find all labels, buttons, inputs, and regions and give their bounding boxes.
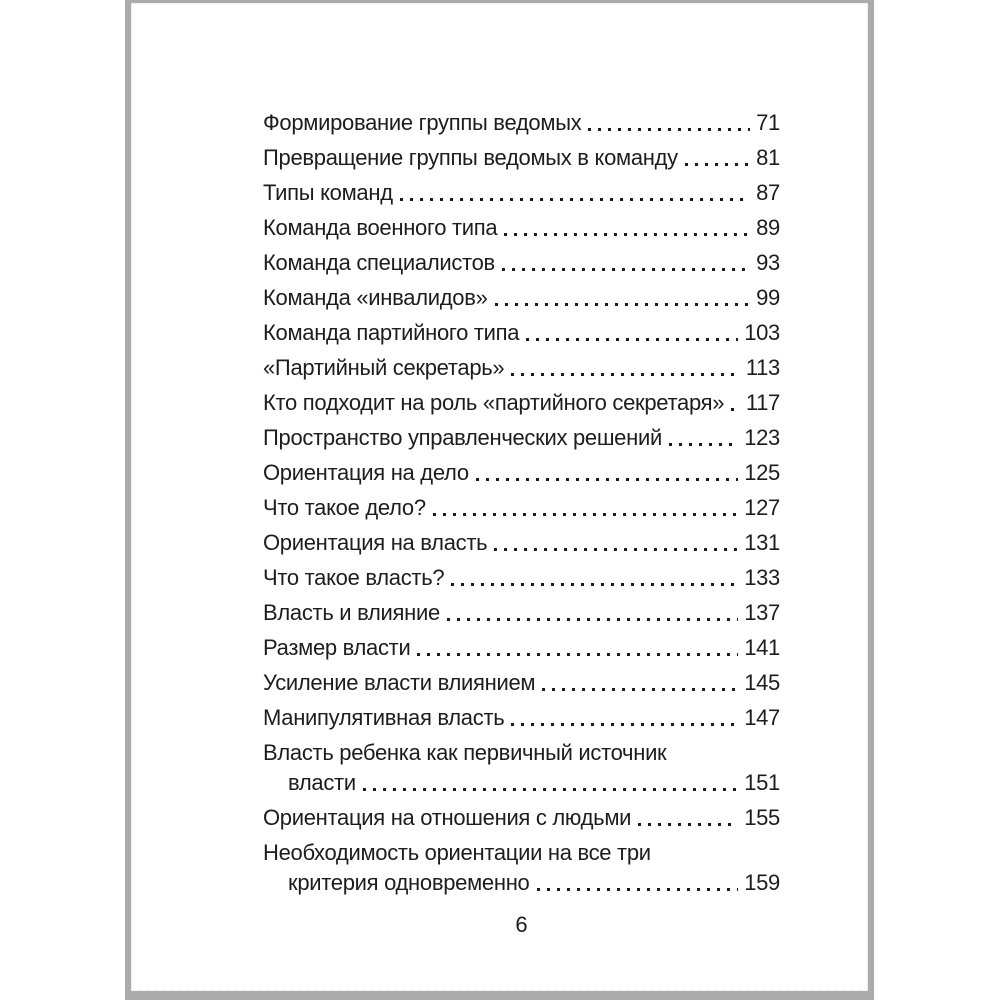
toc-entry xyxy=(263,248,780,278)
toc-entry xyxy=(263,738,780,798)
toc-entry-page: 89 xyxy=(756,215,780,240)
toc-entry xyxy=(263,178,780,208)
toc-entry xyxy=(263,703,780,733)
toc-entry-page: 71 xyxy=(756,110,780,135)
dot-leader xyxy=(511,723,738,726)
toc-entry-title: Кто подходит на роль «партийного секретаря» xyxy=(263,390,725,415)
toc-entry xyxy=(263,283,780,313)
toc-entry xyxy=(263,458,780,488)
toc-entry-title: Пространство управленческих решений xyxy=(263,425,662,450)
dot-leader xyxy=(451,583,738,586)
dot-leader xyxy=(526,338,738,341)
dot-leader xyxy=(502,268,750,271)
toc-entry-page: 87 xyxy=(756,180,780,205)
toc-entry xyxy=(263,423,780,453)
dot-leader xyxy=(495,303,751,306)
dot-leader xyxy=(638,823,738,826)
toc-entry xyxy=(263,318,780,348)
toc-entry-page: 155 xyxy=(744,805,780,830)
dot-leader xyxy=(669,443,738,446)
toc-entry-page: 133 xyxy=(744,565,780,590)
toc-entry-title: Необходимость ориентации на все три xyxy=(263,840,651,865)
toc-entry-title: власти xyxy=(288,770,356,795)
toc-entry-title: Ориентация на дело xyxy=(263,460,469,485)
toc-entry xyxy=(263,838,780,898)
dot-leader xyxy=(511,373,739,376)
dot-leader xyxy=(537,888,739,891)
toc-entry-page: 93 xyxy=(756,250,780,275)
toc-entry xyxy=(263,213,780,243)
toc-entry xyxy=(263,108,780,138)
toc-entry-title: критерия одновременно xyxy=(288,870,530,895)
toc-entry-title: Размер власти xyxy=(263,635,411,660)
dot-leader xyxy=(400,198,750,201)
toc-entry-title: Что такое власть? xyxy=(263,565,445,590)
toc-entry-page: 123 xyxy=(744,425,780,450)
toc-entry-page: 141 xyxy=(744,635,780,660)
toc-entry-title: Власть и влияние xyxy=(263,600,440,625)
toc-entry-title: Типы команд xyxy=(263,180,393,205)
toc-entry-title: Ориентация на отношения с людьми xyxy=(263,805,632,830)
toc-entry xyxy=(263,803,780,833)
toc-entry-title: Команда военного типа xyxy=(263,215,498,240)
toc-entry-title: Власть ребенка как первичный источник xyxy=(263,740,667,765)
toc-list xyxy=(263,108,780,898)
dot-leader xyxy=(476,478,738,481)
dot-leader xyxy=(417,653,738,656)
toc-entry-title: Манипулятивная власть xyxy=(263,705,505,730)
toc-entry-title: Формирование группы ведомых xyxy=(263,110,582,135)
dot-leader xyxy=(433,513,738,516)
dot-leader xyxy=(494,548,738,551)
toc-entry xyxy=(263,388,780,418)
toc-entry-page: 117 xyxy=(745,390,780,415)
toc-entry-title: Команда «инвалидов» xyxy=(263,285,488,310)
toc-entry-page: 81 xyxy=(756,145,780,170)
toc-entry-page: 103 xyxy=(744,320,780,345)
dot-leader xyxy=(542,688,738,691)
toc-entry-page: 127 xyxy=(744,495,780,520)
dot-leader xyxy=(685,163,750,166)
toc-entry-page: 113 xyxy=(745,355,780,380)
toc-entry xyxy=(263,143,780,173)
toc-entry xyxy=(263,668,780,698)
dot-leader xyxy=(731,408,740,411)
toc-entry xyxy=(263,528,780,558)
toc-entry-title: Усиление власти влиянием xyxy=(263,670,536,695)
toc-entry-page: 99 xyxy=(756,285,780,310)
dot-leader xyxy=(504,233,750,236)
page-number-footer: 6 xyxy=(515,912,528,937)
toc-entry-page: 131 xyxy=(744,530,780,555)
toc-entry-title: Команда партийного типа xyxy=(263,320,520,345)
toc-entry-title: Ориентация на власть xyxy=(263,530,488,555)
book-page xyxy=(125,0,874,1000)
page-content xyxy=(131,3,868,991)
toc-entry-page: 137 xyxy=(744,600,780,625)
dot-leader xyxy=(447,618,738,621)
toc-entry-title: Превращение группы ведомых в команду xyxy=(263,145,678,170)
toc-entry-page: 159 xyxy=(744,870,780,895)
toc-entry-title: «Партийный секретарь» xyxy=(263,355,505,380)
toc-entry-title: Команда специалистов xyxy=(263,250,495,275)
toc-entry-page: 147 xyxy=(744,705,780,730)
toc-entry-page: 145 xyxy=(744,670,780,695)
toc-entry-title: Что такое дело? xyxy=(263,495,426,520)
toc-entry xyxy=(263,353,780,383)
toc-entry-page: 125 xyxy=(744,460,780,485)
toc-entry xyxy=(263,563,780,593)
toc-entry xyxy=(263,493,780,523)
dot-leader xyxy=(363,788,738,791)
dot-leader xyxy=(588,128,750,131)
toc-entry xyxy=(263,633,780,663)
toc-entry-page: 151 xyxy=(744,770,780,795)
toc-entry xyxy=(263,598,780,628)
